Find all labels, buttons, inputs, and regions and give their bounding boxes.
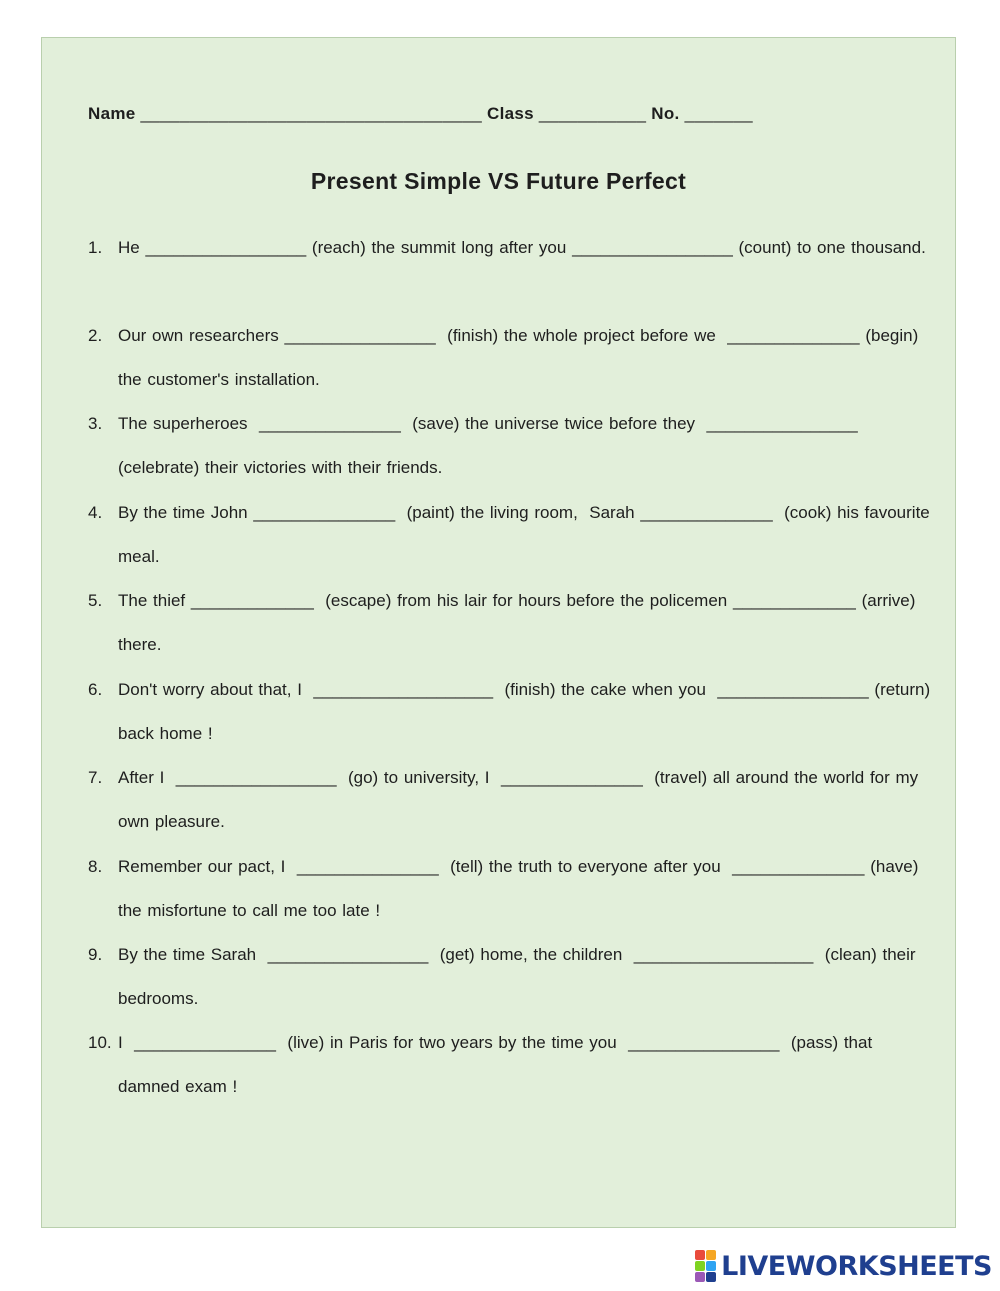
question-number: 8. [88, 857, 103, 876]
question-number: 6. [88, 680, 103, 699]
question-text[interactable]: By the time John _______________ (paint) the living room, Sarah ______________ (cook) his favourite meal. [118, 503, 936, 566]
question-item [88, 402, 938, 490]
class-label: Class [487, 104, 534, 123]
number-field[interactable]: _______ [684, 104, 753, 123]
logo-block [695, 1261, 705, 1271]
liveworksheets-logo[interactable] [695, 1251, 992, 1281]
question-item [88, 668, 938, 756]
question-text[interactable]: By the time Sarah _________________ (get) home, the children ___________________ (clean) their bedrooms. [118, 945, 922, 1008]
worksheet-title: Present Simple VS Future Perfect [310, 168, 687, 194]
question-number: 10. [88, 1033, 112, 1052]
class-field[interactable]: ___________ [538, 104, 647, 123]
question-text[interactable]: The thief _____________ (escape) from his lair for hours before the policemen _____________ (arrive) there. [118, 591, 922, 654]
logo-block [695, 1272, 705, 1282]
question-item [88, 314, 938, 402]
question-text[interactable]: Remember our pact, I _______________ (tell) the truth to everyone after you ______________ (have) the misfortune to call me too late ! [118, 857, 925, 920]
question-item [88, 226, 938, 270]
question-item [88, 491, 938, 579]
logo-block [706, 1261, 716, 1271]
question-item [88, 579, 938, 667]
question-number: 1. [88, 238, 103, 257]
logo-block [695, 1250, 705, 1260]
name-field[interactable]: ___________________________________ [140, 104, 482, 123]
question-item [88, 933, 938, 1021]
question-item [88, 845, 938, 933]
question-text[interactable]: Our own researchers ________________ (finish) the whole project before we ______________ (begin) the customer's installation. [118, 326, 924, 389]
question-number: 4. [88, 503, 103, 522]
student-info-line [88, 104, 753, 124]
logo-block [706, 1272, 716, 1282]
question-text[interactable]: He _________________ (reach) the summit long after you _________________ (count) to one thousand. [118, 238, 926, 257]
question-number: 9. [88, 945, 103, 964]
logo-block [706, 1250, 716, 1260]
logo-mark-icon [695, 1250, 716, 1282]
number-label: No. [651, 104, 680, 123]
question-text[interactable]: Don't worry about that, I ___________________ (finish) the cake when you ________________ (return) back home ! [118, 680, 936, 743]
question-item [88, 756, 938, 844]
question-number: 7. [88, 768, 103, 787]
question-number: 5. [88, 591, 103, 610]
question-text[interactable]: After I _________________ (go) to university, I _______________ (travel) all around the world for my own pleasure. [118, 768, 924, 831]
name-label: Name [88, 104, 136, 123]
question-text[interactable]: The superheroes _______________ (save) the universe twice before they ________________ (celebrate) their victories with their friends. [118, 414, 864, 477]
question-number: 2. [88, 326, 103, 345]
logo-text: LIVEWORKSHEETS [721, 1250, 992, 1282]
question-item [88, 1021, 938, 1109]
worksheet-page [41, 37, 956, 1228]
question-number: 3. [88, 414, 103, 433]
question-text[interactable]: I _______________ (live) in Paris for two years by the time you ________________ (pass) that damned exam ! [118, 1033, 878, 1096]
